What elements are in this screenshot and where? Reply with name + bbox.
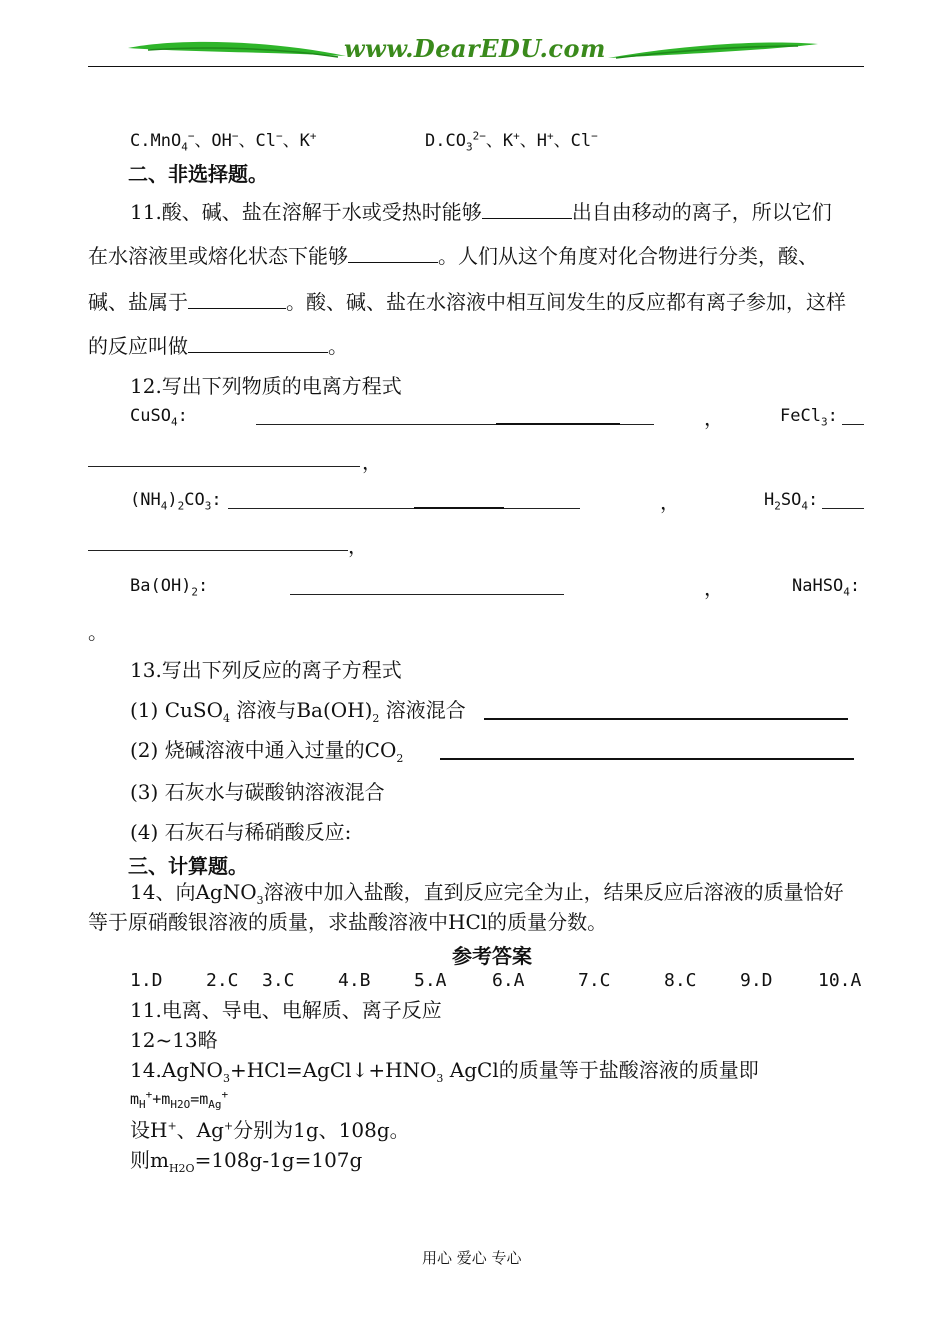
answer-item: 9.D [740, 970, 773, 991]
q14-line1: 14、向AgNO$_3$溶液中加入盐酸，直到反应完全为止，结果反应后溶液的质量恰好 [130, 880, 844, 907]
answer-item: 8.C [664, 970, 697, 991]
answer-item: 6.A [492, 970, 525, 991]
q11-blank-1[interactable] [482, 200, 572, 219]
q12-nh4co3: $(NH_4)_2CO_3$: [130, 490, 222, 513]
answer-14-line1: $14.AgNO_3+HCl=AgCl↓+HNO_3$ AgCl的质量等于盐酸溶液的质量即 [130, 1058, 759, 1085]
q13-item-4: (4) 石灰石与稀硝酸反应: [130, 820, 352, 844]
q11-blank-3[interactable] [188, 290, 286, 309]
q13-item-3: (3) 石灰水与碳酸钠溶液混合 [130, 780, 385, 804]
answer-item: 3.C [262, 970, 295, 991]
answer-item: 2.C [206, 970, 239, 991]
q14-line2: 等于原硝酸银溶液的质量，求盐酸溶液中HCl的质量分数。 [88, 910, 608, 934]
footer-text: 用心 爱心 专心 [422, 1249, 522, 1267]
q11-blank-2[interactable] [348, 244, 438, 263]
q13-item-2: (2) 烧碱溶液中通入过量的$CO_2$ [130, 738, 404, 765]
q12-comma-2: ， [362, 450, 382, 474]
q11-line3: 碱、盐属于 。酸、碱、盐在水溶液中相互间发生的反应都有离子参加，这样 [88, 290, 846, 314]
q12-cuso4: CuSO$_4$: [130, 406, 188, 429]
q11-blank-4[interactable] [188, 334, 328, 353]
answers-title: 参考答案 [452, 944, 532, 968]
q12-baoh2-blank[interactable] [290, 594, 564, 595]
answer-12-13: 12~13略 [130, 1028, 218, 1052]
q13-item-1: (1) CuSO$_4$ 溶液与$Ba(OH)_2$ 溶液混合 [130, 698, 466, 725]
answer-item: 5.A [414, 970, 447, 991]
q13-item-2-blank[interactable] [440, 758, 854, 760]
option-d: $D.CO_3^{2-}$、K+、H+、Cl− [425, 129, 598, 154]
q12-comma-3: ， [660, 490, 680, 514]
q12-comma-5: ， [704, 576, 724, 600]
q12-fecl3-blank-a[interactable] [842, 424, 864, 425]
section-title-calc: 三、计算题。 [128, 854, 248, 878]
option-c: C.MnO$_4$−、OH−、Cl−、K+ [130, 129, 317, 154]
section-title-nonchoice: 二、非选择题。 [128, 162, 268, 186]
header-rule [88, 66, 864, 67]
q12-comma-4: ， [348, 534, 368, 558]
q11-line1: 11.酸、碱、盐在溶解于水或受热时能够 出自由移动的离子，所以它们 [130, 200, 832, 224]
logo-text: www.DearEDU.com [344, 34, 606, 63]
answer-14-then: 则$m_{H2O}=108g-1g=107g$ [130, 1148, 363, 1175]
q12-nh4co3-blank[interactable] [228, 508, 580, 509]
q12-h2so4: $H_2SO_4$: [764, 490, 819, 513]
q12-baoh2: $Ba(OH)_2$: [130, 576, 209, 599]
answer-11: 11.电离、导电、电解质、离子反应 [130, 998, 442, 1022]
q13-item-1-blank[interactable] [484, 718, 848, 720]
q12-end: 。 [88, 620, 108, 644]
q12-nahso4: NaHSO$_4$: [792, 576, 861, 599]
answer-item: 1.D [130, 970, 163, 991]
q11-line4: 的反应叫做 。 [88, 334, 348, 358]
q12-title: 12.写出下列物质的电离方程式 [130, 374, 402, 398]
q11-line2: 在水溶液里或熔化状态下能够 。人们从这个角度对化合物进行分类，酸、 [88, 244, 818, 268]
answer-14-set: 设H+、Ag+分别为1g、108g。 [130, 1118, 410, 1142]
q12-comma-1: ， [704, 406, 724, 430]
q12-h2so4-blank-a[interactable] [822, 508, 864, 509]
answer-item: 4.B [338, 970, 371, 991]
header-logo [88, 30, 864, 70]
q12-h2so4-blank-b[interactable] [88, 550, 348, 551]
answer-14-mass-eq: $m_H^++m_{H2O}=m_{Ag}^+$ [130, 1088, 229, 1111]
q13-title: 13.写出下列反应的离子方程式 [130, 658, 402, 682]
q12-cuso4-blank-bold [496, 423, 620, 425]
q12-fecl3-blank-b[interactable] [88, 466, 360, 467]
answer-item: 10.A [818, 970, 862, 991]
answer-item: 7.C [578, 970, 611, 991]
q12-fecl3: FeCl$_3$: [780, 406, 838, 429]
q12-nh4co3-blank-bold [414, 507, 504, 509]
